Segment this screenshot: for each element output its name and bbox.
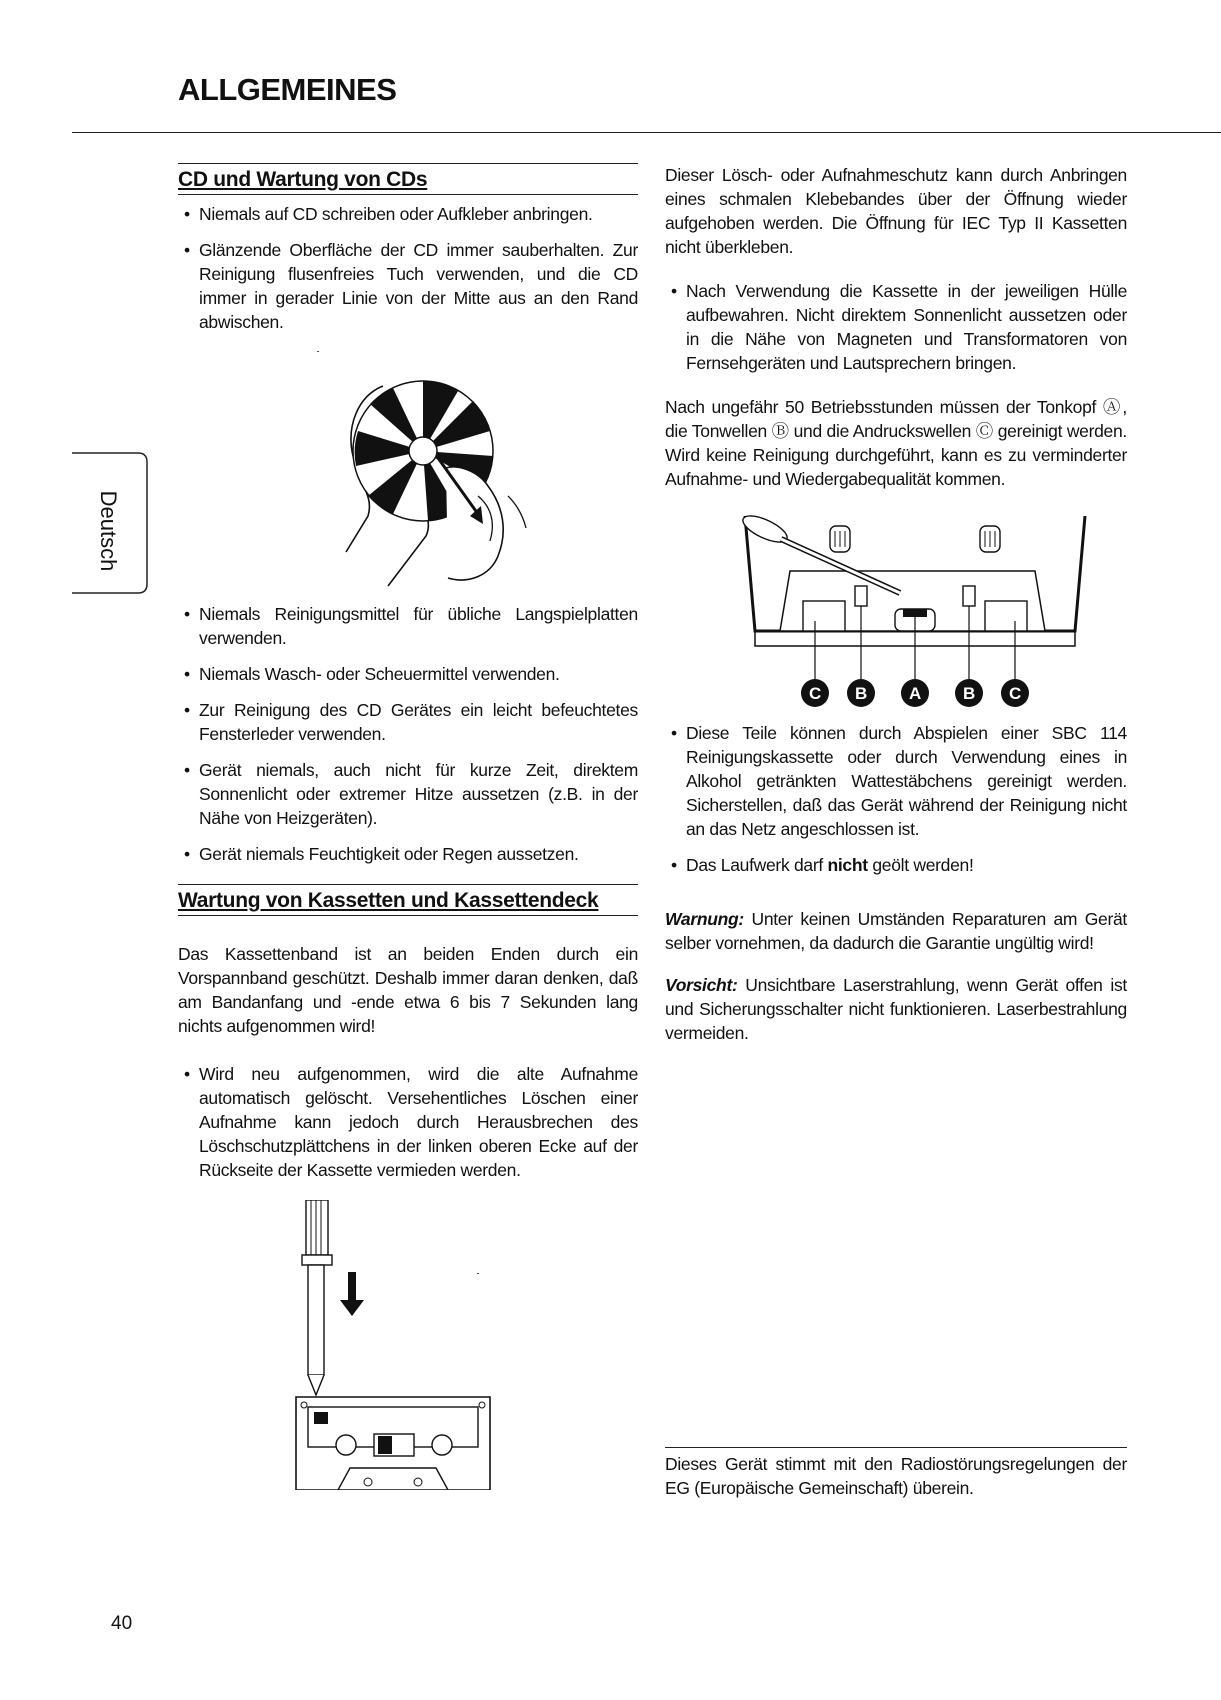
language-side-tab (72, 452, 148, 594)
cassette-intro: Das Kassettenband ist an beiden Enden durch ein Vorspannband geschützt. Deshalb immer daran denken, daß am Bandanfang und -ende etwa 6 bis 7 Sekunden lang nichts aufgenommen wird! (178, 944, 638, 1036)
emphasis-nicht: nicht (827, 855, 868, 875)
caution-label: Vorsicht: (665, 975, 738, 995)
left-column (178, 163, 638, 1490)
deck-marker-label: B (963, 684, 975, 703)
header-rule (72, 132, 1221, 133)
erase-protection-paragraph: Dieser Lösch- oder Aufnahmeschutz kann durch Anbringen eines schmalen Klebebandes über der Öffnung wieder aufgehoben werden. Die Öffnung für IEC Typ II Kassetten nicht überkleben. (665, 165, 1127, 257)
deck-marker-label: C (809, 684, 821, 703)
list-item: • Niemals Reinigungsmittel für übliche Langspielplatten verwenden. (178, 602, 638, 650)
tape-deck-diagram (715, 511, 1115, 711)
cd-bullets-bottom (178, 602, 638, 866)
eg-compliance-text: Dieses Gerät stimmt mit den Radiostörungsregelungen der EG (Europäische Gemeinschaft) überein. (665, 1454, 1127, 1498)
list-item: • Zur Reinigung des CD Gerätes ein leicht befeuchtetes Fensterleder verwenden. (178, 698, 638, 746)
list-item: • Gerät niemals Feuchtigkeit oder Regen aussetzen. (178, 842, 638, 866)
list-item: • Niemals Wasch- oder Scheuermittel verwenden. (178, 662, 638, 686)
cleaning-bullets (665, 721, 1127, 877)
right-column (665, 163, 1127, 1500)
cd-section-heading: CD und Wartung von CDs (178, 163, 638, 195)
cassette-section-heading: Wartung von Kassetten und Kassettendeck (178, 884, 638, 916)
deck-marker-label: A (909, 684, 921, 703)
list-item: • Nach Verwendung die Kassette in der jeweiligen Hülle aufbewahren. Nicht direktem Sonnenlicht aussetzen oder in die Nähe von Magneten und Transformatoren von Fernsehgeräten und Lautsprechern bringen. (665, 279, 1127, 375)
head-cleaning-paragraph: Nach ungefähr 50 Betriebsstunden müssen der Tonkopf Ⓐ, die Tonwellen Ⓑ und die Andruckswellen Ⓒ gereinigt werden. Wird keine Reinigung durchgeführt, kann es zu verminderter Aufnahme- und Wiedergabequalität kommen. (665, 397, 1127, 489)
cassette-illustration (178, 1200, 638, 1490)
list-item: • Das Laufwerk darf nicht geölt werden! (665, 853, 1127, 877)
cd-bullets-top (178, 202, 638, 334)
deck-marker-label: C (1009, 684, 1021, 703)
cassette-bullets (178, 1062, 638, 1182)
list-item: • Wird neu aufgenommen, wird die alte Aufnahme automatisch gelöscht. Versehentliches Löschen einer Aufnahme kann jedoch durch Herausbrechen des Löschschutzplättchens in der linken oberen Ecke auf der Rückseite der Kassette vermieden werden. (178, 1062, 638, 1182)
deck-marker-label: B (855, 684, 867, 703)
list-item: • Gerät niemals, auch nicht für kurze Zeit, direktem Sonnenlicht oder extremer Hitze aussetzen (z.B. in der Nähe von Heizgeräten). (178, 758, 638, 830)
list-item: • Niemals auf CD schreiben oder Aufkleber anbringen. (178, 202, 638, 226)
side-tab-label: Deutsch (96, 490, 121, 572)
list-item: • Glänzende Oberfläche der CD immer sauberhalten. Zur Reinigung flusenfreies Tuch verwenden, und die CD immer in gerader Linie von der Mitte aus an den Rand abwischen. (178, 238, 638, 334)
page-title: ALLGEMEINES (178, 72, 397, 107)
list-item: • Diese Teile können durch Abspielen einer SBC 114 Reinigungskassette oder durch Verwendung eines in Alkohol getränkten Wattestäbchens gereinigt werden. Sicherstellen, daß das Gerät während der Reinigung nicht an das Netz angeschlossen ist. (665, 721, 1127, 841)
deck-part-markers (801, 679, 1029, 707)
eg-note (665, 1447, 1127, 1500)
warning-label: Warnung: (665, 909, 744, 929)
warning-paragraph: Warnung: Unter keinen Umständen Reparaturen am Gerät selber vornehmen, da dadurch die Garantie ungültig wird! (665, 909, 1127, 953)
storage-bullets (665, 279, 1127, 375)
cd-cleaning-illustration (178, 346, 638, 590)
page-number: 40 (111, 1613, 133, 1634)
caution-paragraph: Vorsicht: Unsichtbare Laserstrahlung, wenn Gerät offen ist und Sicherungsschalter nicht funktionieren. Laserbestrahlung vermeiden. (665, 975, 1127, 1043)
